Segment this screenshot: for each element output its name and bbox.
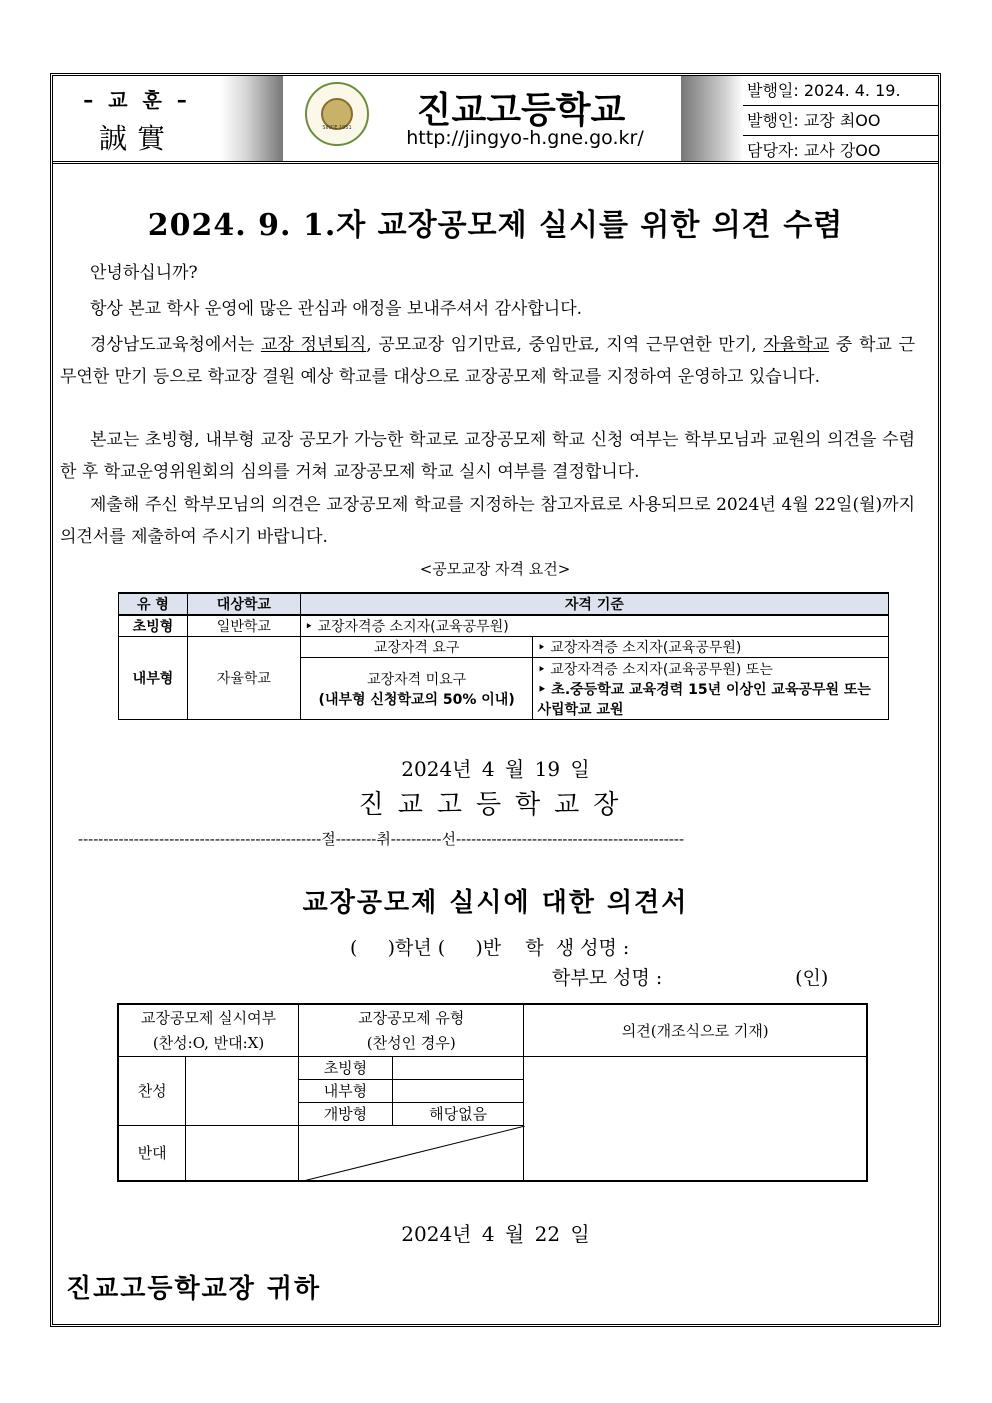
qualification-table bbox=[118, 592, 889, 720]
opinion-form-table: 교장공모제 실시여부 교장공모제 유형 의견(개조식으로 기재) (찬성:O, 반대:X) (찬성인 경우) 찬성 초빙형 내부형 개방형 해당없음 반대 bbox=[117, 1003, 868, 1182]
school-logo-icon bbox=[305, 82, 369, 146]
notice-date: 2024년 4 월 19 일 bbox=[401, 757, 590, 781]
motto-label: – 교 훈 – bbox=[83, 88, 191, 112]
manager: 담당자: 교사 강OO bbox=[743, 135, 938, 165]
newsletter-header bbox=[53, 76, 938, 164]
recipient: 진교고등학교장 귀하 bbox=[66, 1274, 322, 1304]
logo-since-text: SINCE 1951 bbox=[322, 125, 352, 131]
school-motto bbox=[53, 76, 221, 161]
table-row: 교장자격 미요구 (내부형 신청학교의 50% 이내) ‣ 교장자격증 소지자(교육공무원) 또는 ‣ 초.중등학교 교육경력 15년 이상인 교육공무원 또는 사립학교 교원 bbox=[119, 658, 889, 720]
diagonal-cell bbox=[299, 1125, 524, 1181]
qualification-caption: <공모교장 자격 요건> bbox=[419, 560, 571, 578]
type2-check-cell[interactable] bbox=[392, 1079, 524, 1102]
table-row: 개방형 해당없음 bbox=[118, 1102, 867, 1125]
agree-check-cell[interactable] bbox=[186, 1056, 299, 1125]
header-gradient-left bbox=[221, 76, 283, 161]
motto-text: 誠實 bbox=[98, 122, 175, 155]
paragraph-policy: 경상남도교육청에서는 교장 정년퇴직, 공모교장 임기만료, 중임만료, 지역 근무연한 만기, 자율학교 중 학교 근무연한 만기 등으로 학교장 결원 예상 학교를 대상으로 교장공모제 학교를 지정하여 운영하고 있습니다. bbox=[60, 335, 915, 387]
form-date: 2024년 4 월 22 일 bbox=[401, 1222, 590, 1246]
school-url[interactable]: http://jingyo-h.gne.go.kr/ bbox=[406, 127, 644, 149]
opinion-header: 의견(개조식으로 기재) bbox=[524, 1004, 867, 1056]
paragraph-deadline: 제출해 주신 학부모님의 의견은 교장공모제 학교를 지정하는 참고자료로 사용되므로 2024년 4월 22일(월)까지 의견서를 제출하여 주시기 바랍니다. bbox=[60, 495, 915, 547]
table-row: 내부형 자율학교 교장자격 요구 ‣ 교장자격증 소지자(교육공무원) bbox=[119, 637, 889, 658]
document-title: 2024. 9. 1.자 교장공모제 실시를 위한 의견 수렴 bbox=[147, 208, 844, 243]
table-row: 초빙형 일반학교 ‣ 교장자격증 소지자(교육공무원) bbox=[119, 615, 889, 637]
qualification-header-row bbox=[119, 593, 889, 615]
cut-line: ------------------------------------------------절--------취----------선--------------------------------------------- bbox=[78, 830, 685, 848]
notice-signer: 진교고등학교장 bbox=[358, 790, 633, 820]
student-name-line[interactable]: ( )학년 ( )반 학 생 성명 : bbox=[350, 937, 630, 959]
disagree-check-cell[interactable] bbox=[186, 1125, 299, 1181]
issue-meta bbox=[743, 76, 938, 165]
form-title: 교장공모제 실시에 대한 의견서 bbox=[302, 888, 689, 918]
parent-name-line[interactable]: 학부모 성명 : (인) bbox=[552, 967, 829, 989]
disagree-label: 반대 bbox=[118, 1125, 186, 1181]
underlined-autonomous: 자율학교 bbox=[763, 335, 830, 355]
school-name: 진교고등학교 bbox=[416, 90, 626, 131]
opinion-input-cell[interactable] bbox=[524, 1056, 867, 1181]
publisher: 발행인: 교장 최OO bbox=[743, 105, 938, 135]
type1-check-cell[interactable] bbox=[392, 1056, 524, 1079]
header-type: 유 형 bbox=[119, 593, 188, 615]
agree-label: 찬성 bbox=[118, 1056, 186, 1125]
header-criteria: 자격 기준 bbox=[300, 593, 888, 615]
paragraph-process: 본교는 초빙형, 내부형 교장 공모가 가능한 학교로 교장공모제 학교 신청 여부는 학부모님과 교원의 의견을 수렴한 후 학교운영위원회의 심의를 거쳐 교장공모제 학교 실시 여부를 결정합니다. bbox=[60, 430, 915, 482]
issue-date: 발행일: 2024. 4. 19. bbox=[747, 81, 901, 100]
table-row: 찬성 초빙형 bbox=[118, 1056, 867, 1079]
greeting: 안녕하십니까? bbox=[90, 263, 198, 283]
table-row: 내부형 bbox=[118, 1079, 867, 1102]
header-gradient-right bbox=[681, 76, 743, 161]
paragraph-thanks: 항상 본교 학사 운영에 많은 관심과 애정을 보내주셔서 감사합니다. bbox=[90, 299, 583, 319]
header-school: 대상학교 bbox=[187, 593, 300, 615]
underlined-retirement: 교장 정년퇴직 bbox=[260, 335, 367, 355]
